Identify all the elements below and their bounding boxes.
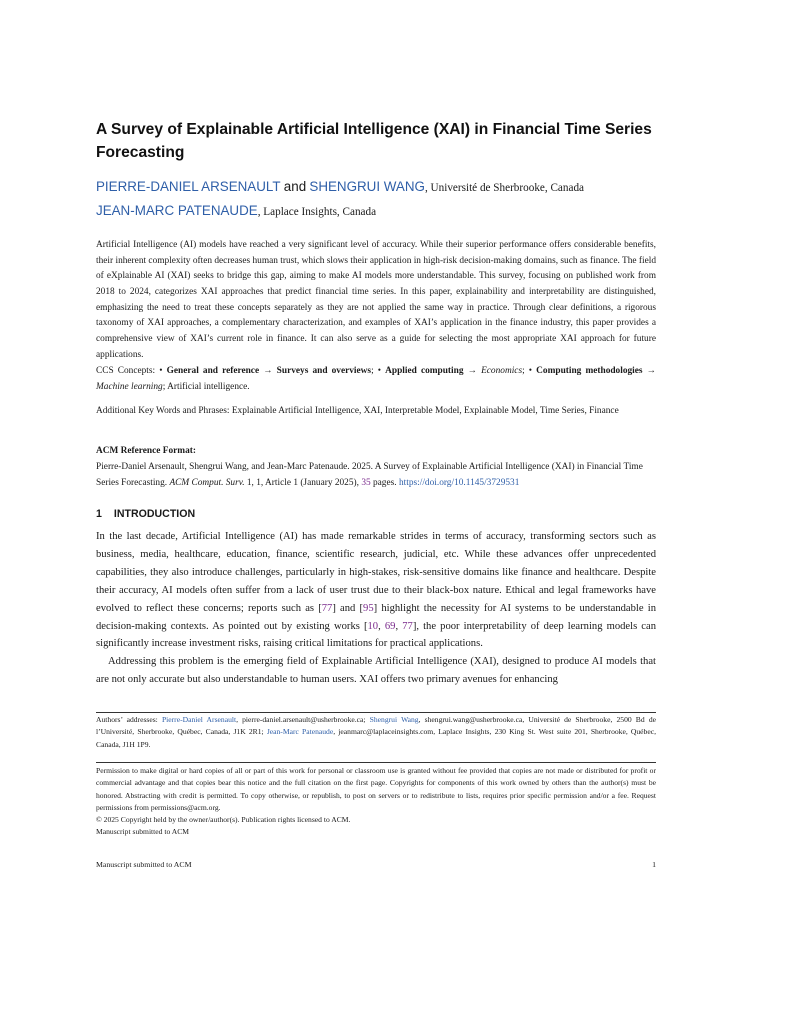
citation-link[interactable]: 95 xyxy=(363,602,374,614)
author-link[interactable]: Pierre-Daniel Arsenault xyxy=(161,715,237,724)
reference-format-heading: ACM Reference Format: xyxy=(96,446,196,456)
paragraph-text: In the last decade, Artificial Intelligence (AI) has made remarkable strides in terms of accuracy, transforming sectors such as business, media, healthcare, education, finance, scientific research, judicial, etc. While these advances offer unprecedented capabilities, they also introduce challenges, particularly in high-stakes, risk-sensitive domains like finance and healthcare. Despite their accuracy, AI models often suffer from a lack of user trust due to their black-box nature. Ethical and legal frameworks have evolved to reflect these concerns; reports such as [ xyxy=(96,531,656,614)
ccs-term: Applied computing xyxy=(385,366,464,376)
reference-text: 1, 1, Article 1 (January 2025), xyxy=(244,477,362,488)
paragraph-text: , xyxy=(378,620,385,632)
reference-text: pages. xyxy=(370,477,399,488)
section-title: INTRODUCTION xyxy=(113,508,196,520)
paragraph-text: ], the poor interpretability of deep learning models can significantly increase investment risks, raising critical limitations for practical applications. xyxy=(96,620,657,650)
abstract: Artificial Intelligence (AI) models have reached a very significant level of accuracy. While their superior performance offers considerable benefits, their inherent complexity often decreases human trust, which slows their application in high-risk decision-making domains, such as finance. The field of eXplainable AI (XAI) seeks to bridge this gap, aiming to make AI models more understandable. This survey, focusing on published work from 2018 to 2024, categorizes XAI approaches that predict financial time series. In this paper, explainability and interpretability are distinguished, emphasizing the need to treat these concepts separately as they are not applied the same way in practice. Through clear definitions, a rigorous taxonomy of XAI approaches, a complementary characterization, and examples of XAI’s application in the finance industry, this paper provides a comprehensive view of XAI’s current role in finance. It can also serve as a guide for selecting the most appropriate XAI approach for future applications. xyxy=(96,240,656,360)
ccs-term: Machine learning xyxy=(96,381,163,392)
submitted-line: Manuscript submitted to ACM xyxy=(96,827,190,837)
ccs-arrow: → xyxy=(259,366,277,376)
citation-link[interactable]: 10 xyxy=(367,620,379,632)
doi-link[interactable]: https://doi.org/10.1145/3729531 xyxy=(398,477,520,488)
copyright-line: © 2025 Copyright held by the owner/author(s). Publication rights licensed to ACM. xyxy=(96,815,351,825)
ccs-concepts xyxy=(96,364,656,395)
author-link[interactable]: PIERRE-DANIEL ARSENAULT xyxy=(96,179,281,194)
permission-notice xyxy=(96,765,656,839)
author-link[interactable]: Jean-Marc Patenaude xyxy=(266,727,334,737)
footer-label: Manuscript submitted to ACM xyxy=(96,860,192,869)
permission-divider xyxy=(96,762,656,763)
reference-format xyxy=(96,460,656,491)
page-number: 1 xyxy=(652,860,656,869)
ccs-separator: ; • xyxy=(522,366,537,376)
ccs-term: Economics xyxy=(481,366,523,376)
footnote-text: , pierre-daniel.arsenault@usherbrooke.ca; xyxy=(236,715,370,724)
permission-text: Permission to make digital or hard copies of all or part of this work for personal or classroom use is granted without fee provided that copies are not made or distributed for profit or commercial advantage and that copies bear this notice and the full citation on the first page. Copyrights for components of this work owned by others than the author(s) must be honored. Abstracting with credit is permitted. To copy otherwise, or republish, to post on servers or to redistribute to lists, requires prior specific permission and/or a fee. Request permissions from permissions@acm.org. xyxy=(96,766,656,812)
reference-journal: ACM Comput. Surv. xyxy=(169,477,245,488)
page-count-link[interactable]: 35 xyxy=(361,477,371,488)
author-conjunction: and xyxy=(283,179,307,194)
author-line-2 xyxy=(96,200,656,224)
ccs-label: CCS Concepts: • xyxy=(96,366,167,376)
author-link[interactable]: SHENGRUI WANG xyxy=(309,179,425,194)
ccs-term: Surveys and overviews xyxy=(276,366,372,376)
paragraph xyxy=(96,528,656,653)
footnote-text: Authors’ addresses: xyxy=(96,715,162,724)
citation-link[interactable]: 69 xyxy=(384,620,396,632)
author-link[interactable]: Shengrui Wang xyxy=(369,715,419,724)
reference-text: Pierre-Daniel Arsenault, Shengrui Wang, and Jean-Marc Patenaude. 2025. A Survey of Explainable Artificial Intelligence (XAI) in Financial Time Series Forecasting. xyxy=(96,462,643,488)
footnote-divider xyxy=(96,712,656,713)
ccs-term: General and reference xyxy=(166,366,260,376)
footnote-text: , jeanmarc@laplaceinsights.com, Laplace Insights, 230 King St. West suite 201, Sherbrooke, Québec, Canada, J1H 1P9. xyxy=(96,727,656,749)
author-line-1 xyxy=(96,176,656,200)
author-link[interactable]: JEAN-MARC PATENAUDE xyxy=(96,202,258,218)
paragraph-text: ] highlight the necessity for AI systems to be understandable in decision-making contexts. As pointed out by existing works [ xyxy=(96,602,656,632)
paragraph: Addressing this problem is the emerging field of Explainable Artificial Intelligence (XAI), designed to produce AI models that are not only accurate but also understandable to human users. XAI offers two primary avenues for enhancing xyxy=(96,656,656,686)
citation-link[interactable]: 77 xyxy=(321,602,333,614)
paper-title: A Survey of Explainable Artificial Intelligence (XAI) in Financial Time Series Forecasting xyxy=(96,121,652,161)
author-block xyxy=(96,176,656,223)
ccs-term: Computing methodologies xyxy=(536,366,643,376)
introduction-text xyxy=(96,528,656,689)
paragraph-text: , xyxy=(395,620,403,632)
ccs-separator: ; • xyxy=(371,366,386,376)
citation-link[interactable]: 77 xyxy=(402,620,413,632)
author-affiliation: , Laplace Insights, Canada xyxy=(257,205,377,218)
keywords: Additional Key Words and Phrases: Explainable Artificial Intelligence, XAI, Interpretable Model, Explainable Model, Time Series, Finance xyxy=(96,406,619,416)
authors-addresses xyxy=(96,714,656,751)
section-heading xyxy=(96,508,195,520)
paragraph-text: ] and [ xyxy=(332,602,364,614)
author-affiliation: , Université de Sherbrooke, Canada xyxy=(424,182,585,194)
ccs-term: ; Artificial intelligence. xyxy=(162,381,250,392)
section-number: 1 xyxy=(96,508,102,520)
ccs-arrow: → xyxy=(463,366,482,376)
ccs-arrow: → xyxy=(642,366,657,376)
footnote-text: , shengrui.wang@usherbrooke.ca, Université de Sherbrooke, 2500 Bd de l’Université, Sherbrooke, Québec, Canada, J1K 2R1; xyxy=(96,715,656,737)
